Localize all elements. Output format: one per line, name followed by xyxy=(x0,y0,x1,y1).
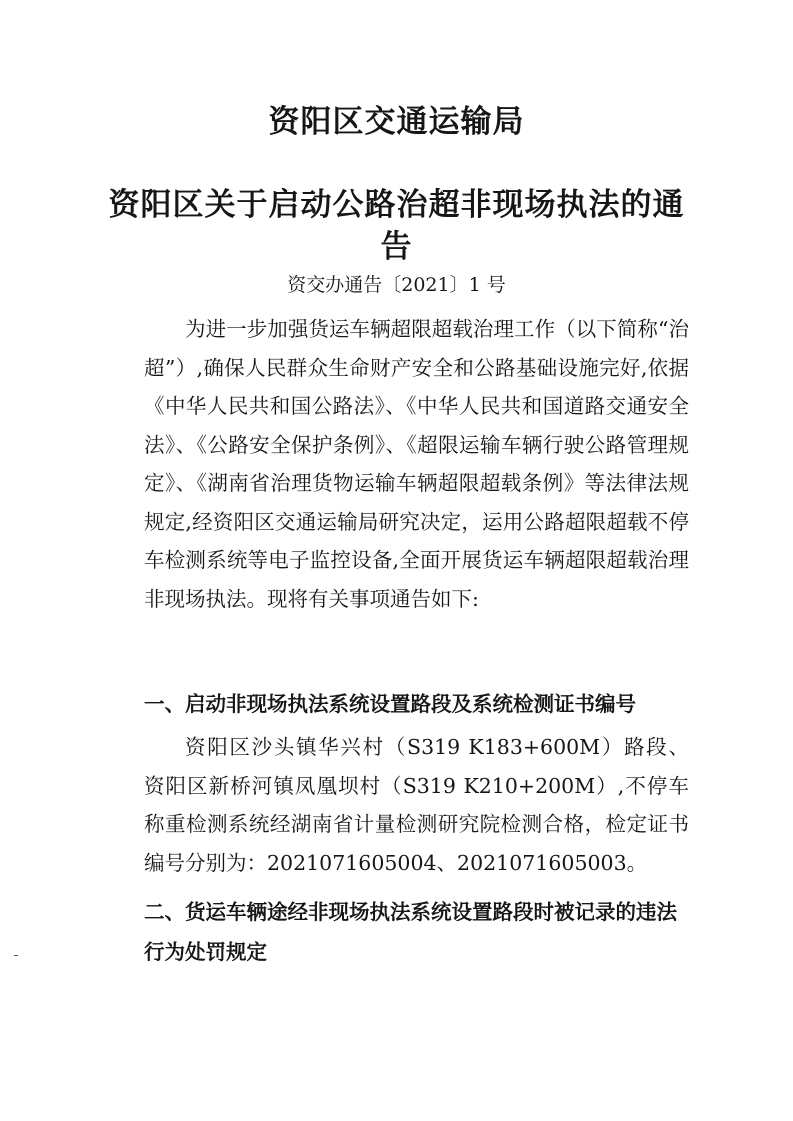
document-number: 资交办通告〔2021〕1 号 xyxy=(287,274,506,296)
document-title: 资阳区关于启动公路治超非现场执法的通告 xyxy=(108,187,685,265)
section-1-paragraph: 资阳区沙头镇华兴村（S319 K183+600M）路段、 资阳区新桥河镇凤凰坝村（S319 K210+200M）,不停车称重检测系统经湖南省计量检测研究院检测合格，检定证书编号分别为：2021071605004、2021071605003。 xyxy=(144,735,689,875)
section-heading-1: 一、启动非现场执法系统设置路段及系统检测证书编号 xyxy=(144,692,636,716)
scan-mark xyxy=(14,955,18,956)
section-heading-2: 二、货运车辆途经非现场执法系统设置路段时被记录的违法行为处罚规定 xyxy=(144,900,677,964)
issuing-agency: 资阳区交通运输局 xyxy=(268,104,525,140)
intro-paragraph: 为进一步加强货运车辆超限超载治理工作（以下简称“治 超”）,确保人民群众生命财产安全和公路基础设施完好,依据《中华人民共和国公路法》、《中华人民共和国道路交通安全法》、《公路安全保护条例》、《超限运输车辆行驶公路管理规定》、《湖南省治理货物运输车辆超限超载条例》等法律法规规定,经资阳区交通运输局研究决定，运用公路超限超载不停车检测系统等电子监控设备,全面开展货运车辆超限超载治理非现场执法。现将有关事项通告如下: xyxy=(144,317,689,611)
